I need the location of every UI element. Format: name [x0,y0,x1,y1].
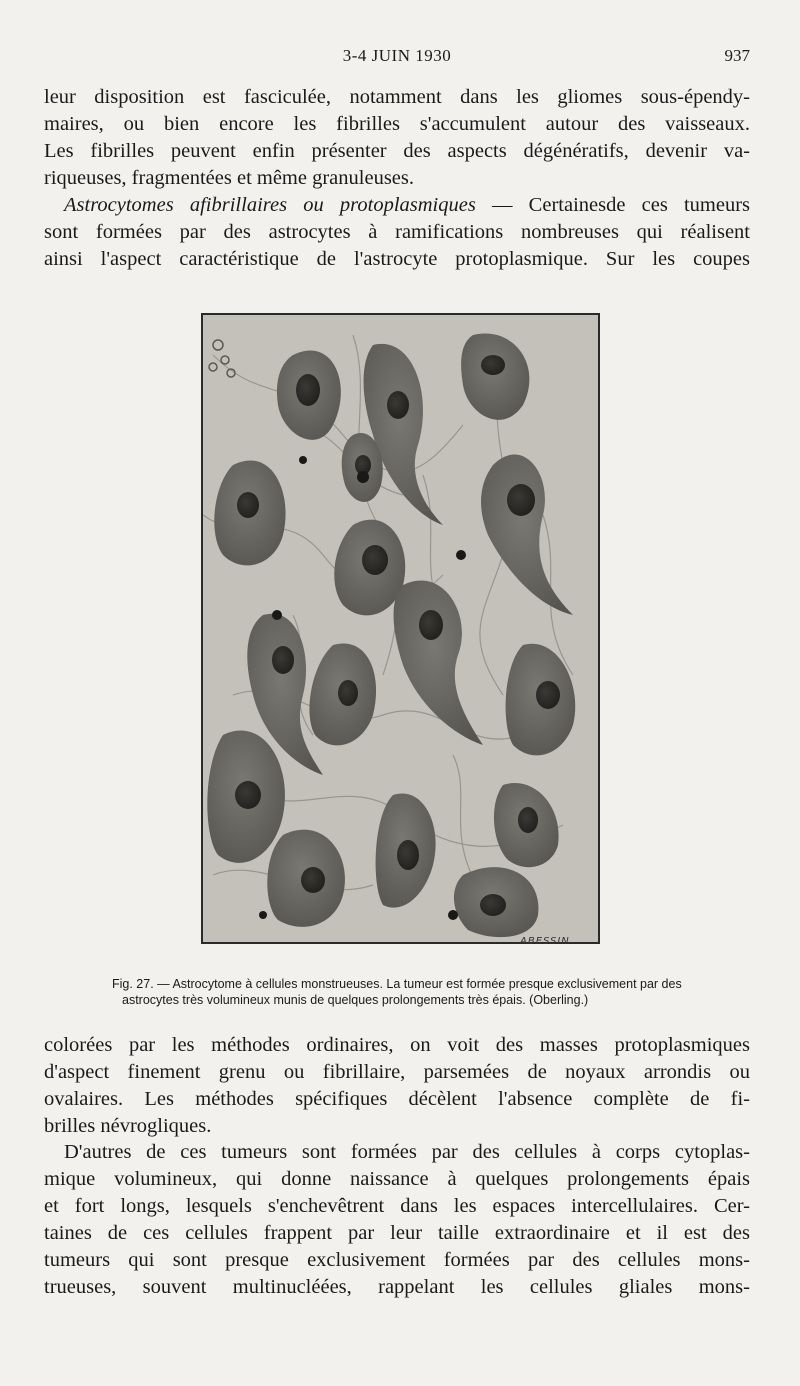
text-line: taines de ces cellules frappent par leur taille extraordinaire et il est des [44,1222,750,1244]
text-line: ainsi l'aspect caractéristique de l'astrocyte protoplasmique. Sur les coupes [44,248,750,270]
text-line: Les fibrilles peuvent enfin présenter des aspects dégénératifs, devenir va- [44,140,750,162]
text-line: sont formées par des astrocytes à ramifications nombreuses qui réalisent [44,221,750,243]
text-line: trueuses, souvent multinucléées, rappelant les cellules gliales mons- [44,1276,750,1298]
figure-caption [112,976,742,1008]
text-line: d'aspect finement grenu ou fibrillaire, parsemées de noyaux arrondis ou [44,1061,750,1083]
text-line: et fort longs, lesquels s'enchevêtrent dans les espaces intercellulaires. Cer- [44,1195,750,1217]
text-line: leur disposition est fasciculée, notamment dans les gliomes sous-épendy- [44,86,750,108]
paragraph-fibrilles [44,84,750,192]
caption-line: astrocytes très volumineux munis de quelques prolongements très épais. (Oberling.) [122,993,589,1007]
paragraph-methodes [44,1032,750,1140]
artist-signature: ABESSIN [520,936,570,947]
text-line: colorées par les méthodes ordinaires, on voit des masses protoplasmiques [44,1034,750,1056]
running-header [44,46,750,72]
section-heading: Astrocytomes afibrillaires ou protoplasmiques [64,194,476,216]
histology-figure [201,313,600,944]
text-line: brilles névrogliques. [44,1115,212,1137]
text-line: tumeurs qui sont presque exclusivement formées par des cellules mons- [44,1249,750,1271]
text-fragment: — Certainesde ces tumeurs [475,194,751,216]
text-line [44,192,750,219]
issue-date: 3-4 JUIN 1930 [342,46,452,65]
page-number: 937 [724,46,750,65]
paragraph-cellules-monstrueuses [44,1139,750,1301]
text-line: riqueuses, fragmentées et même granuleuses. [44,167,415,189]
text-line: mique volumineux, qui donne naissance à quelques prolongements épais [44,1168,750,1190]
text-line: maires, ou bien encore les fibrilles s'accumulent autour des vaisseaux. [44,113,750,135]
text-line: D'autres de ces tumeurs sont formées par des cellules à corps cytoplas- [64,1141,750,1163]
text-line: ovalaires. Les méthodes spécifiques décèlent l'absence complète de fi- [44,1088,750,1110]
caption-line: Fig. 27. — Astrocytome à cellules monstrueuses. La tumeur est formée presque exclusivement par des [112,977,682,991]
paragraph-astrocytomes-afibrillaires [44,192,750,273]
